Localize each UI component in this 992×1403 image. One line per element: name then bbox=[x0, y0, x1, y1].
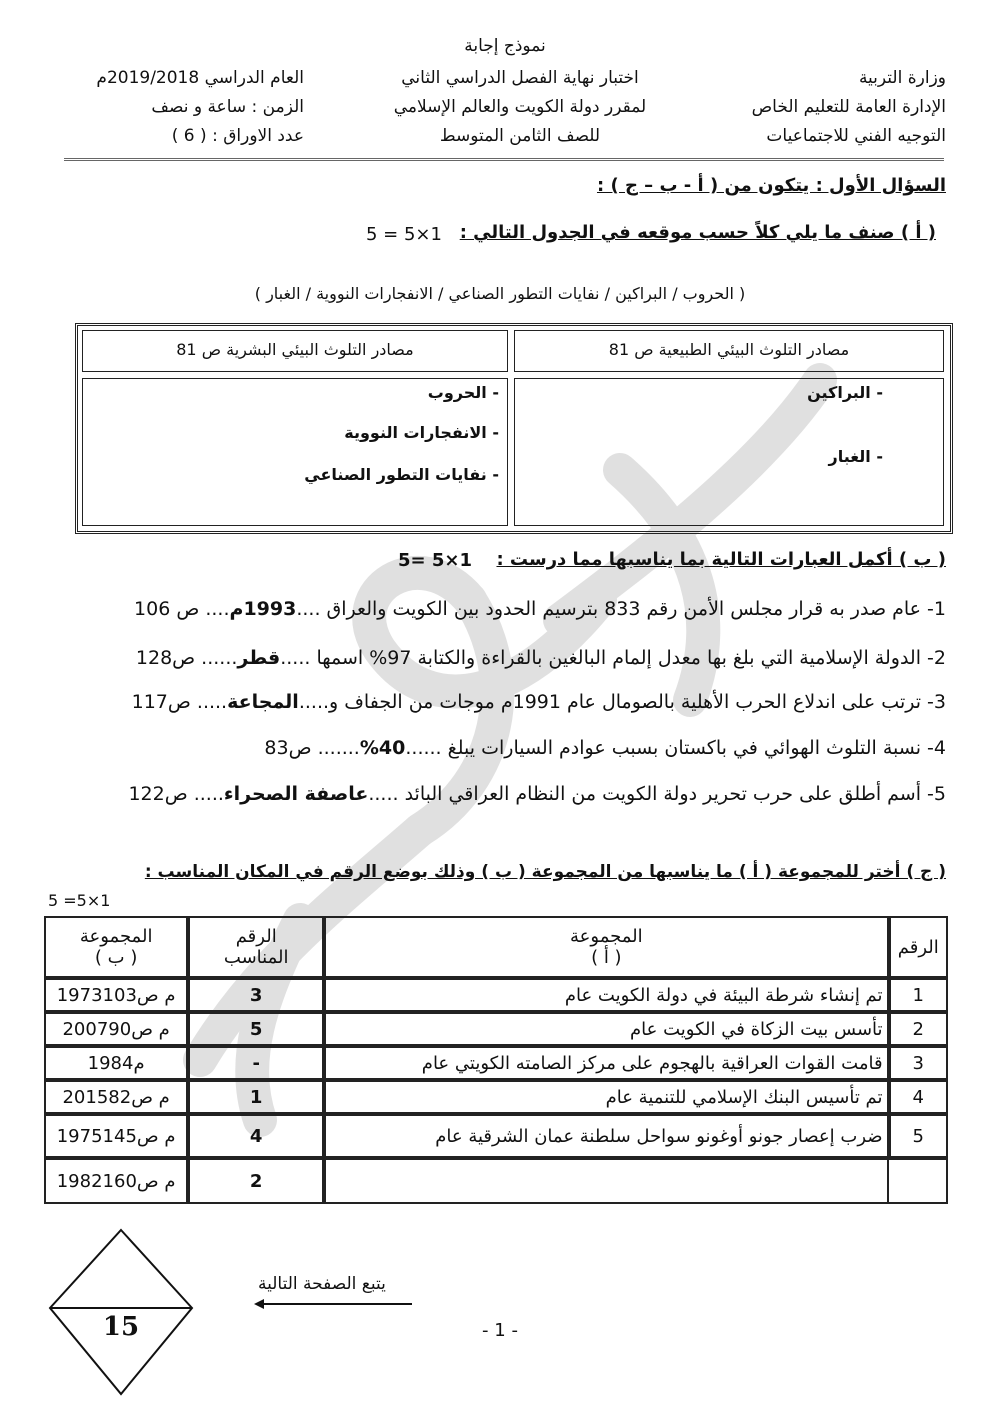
part-a-score: 5 = 5×1 bbox=[366, 224, 442, 245]
page-count: عدد الاوراق : ( 6 ) bbox=[171, 126, 304, 146]
exam-time: الزمن : ساعة و نصف bbox=[151, 97, 304, 117]
ministry-name: وزارة التربية bbox=[858, 68, 946, 88]
exam-title: اختبار نهاية الفصل الدراسي الثاني bbox=[401, 68, 639, 88]
matching-table bbox=[44, 916, 948, 1204]
item-reference: ..... ص117 bbox=[131, 691, 228, 713]
guidance-name: التوجيه الفني للاجتماعيات bbox=[766, 126, 946, 146]
group-b-cell: 2015م ص82 bbox=[44, 1080, 188, 1114]
header-label: المجموعة bbox=[570, 926, 643, 947]
group-a-cell: ضرب إعصار جونو أوغونو سواحل سلطنة عمان الشرقية عام bbox=[324, 1114, 888, 1158]
table-row bbox=[44, 1114, 948, 1158]
group-a-cell: قامت القوات العراقية بالهجوم على مركز الصامته الكويتي عام bbox=[324, 1046, 888, 1080]
human-item: - الانفجارات النووية bbox=[344, 423, 499, 442]
match-cell: 1 bbox=[188, 1080, 324, 1114]
group-a-cell: تم إنشاء شرطة البيئة في دولة الكويت عام bbox=[324, 978, 888, 1012]
group-b-header bbox=[44, 916, 188, 978]
word-bank: ( الحروب / البراكين / نفايات التطور الصناعي / الانفجارات النووية / الغبار ) bbox=[254, 284, 746, 303]
row-number-cell: 5 bbox=[889, 1114, 948, 1158]
match-cell: 4 bbox=[188, 1114, 324, 1158]
completion-item-2 bbox=[136, 647, 946, 669]
arrow-left-icon bbox=[254, 1296, 414, 1312]
match-cell: - bbox=[188, 1046, 324, 1080]
academic-year: العام الدراسي 2019/2018م bbox=[96, 68, 304, 88]
item-reference: ..... ص122 bbox=[128, 783, 224, 805]
table-row bbox=[44, 1012, 948, 1046]
row-number-cell: 1 bbox=[889, 978, 948, 1012]
item-text: 1- عام صدر به قرار مجلس الأمن رقم 833 بترسيم الحدود بين الكويت والعراق .... bbox=[296, 598, 946, 620]
continue-note: يتبع الصفحة التالية bbox=[258, 1274, 386, 1294]
item-text: 3- ترتب على اندلاع الحرب الأهلية بالصومال عام 1991م موجات من الجفاف و..... bbox=[298, 691, 946, 713]
group-b-cell: 2007م ص90 bbox=[44, 1012, 188, 1046]
header-label: المجموعة bbox=[79, 926, 153, 947]
table-row bbox=[44, 1080, 948, 1114]
header-divider bbox=[64, 158, 944, 161]
group-a-cell: تأسس بيت الزكاة في الكويت عام bbox=[324, 1012, 888, 1046]
group-b-cell: 1984م bbox=[44, 1046, 188, 1080]
row-number-cell bbox=[889, 1158, 948, 1204]
question-1-title: السؤال الأول : يتكون من ( أ - ب – ج ) : bbox=[596, 175, 946, 196]
group-a-header bbox=[324, 916, 888, 978]
item-text: 4- نسبة التلوث الهوائي في باكستان بسبب عوادم السيارات يبلغ ...... bbox=[405, 737, 946, 759]
group-a-cell bbox=[324, 1158, 888, 1204]
table-row bbox=[44, 978, 948, 1012]
natural-sources-cell bbox=[514, 378, 944, 526]
group-b-cell: 1975م ص145 bbox=[44, 1114, 188, 1158]
item-reference: ....... ص83 bbox=[264, 737, 360, 759]
human-sources-header: مصادر التلوث البيئي البشرية ص 81 bbox=[82, 330, 508, 372]
total-score: 15 bbox=[102, 1312, 140, 1342]
header-label: الرقم bbox=[235, 926, 277, 947]
completion-item-1 bbox=[134, 598, 946, 620]
part-a-title: ( أ ) صنف ما يلي كلاً حسب موقعه في الجدول التالي : bbox=[459, 222, 936, 243]
item-answer: 40% bbox=[359, 737, 406, 759]
part-b-score: 5= 5×1 bbox=[398, 550, 473, 571]
group-b-cell: 1973م ص103 bbox=[44, 978, 188, 1012]
match-number-header bbox=[188, 916, 324, 978]
row-number-header: الرقم bbox=[889, 916, 948, 978]
header-sublabel: ( أ ) bbox=[591, 947, 622, 968]
header-sublabel: ( ب ) bbox=[94, 947, 138, 968]
page-number: - 1 - bbox=[482, 1320, 518, 1341]
human-item: - نفايات التطور الصناعي bbox=[304, 465, 499, 484]
item-reference: .... ص 106 bbox=[134, 598, 230, 620]
classification-table bbox=[75, 323, 953, 534]
completion-item-4 bbox=[264, 737, 946, 759]
table-row bbox=[44, 1046, 948, 1080]
item-answer: 1993م bbox=[229, 598, 297, 620]
item-answer: عاصفة الصحراء bbox=[223, 783, 369, 805]
row-number-cell: 3 bbox=[889, 1046, 948, 1080]
item-text: 2- الدولة الإسلامية التي بلغ بها معدل إلمام البالغين بالقراءة والكتابة 97% اسمها ..... bbox=[280, 647, 946, 669]
natural-item: - الغبار bbox=[828, 447, 883, 466]
course-name: لمقرر دولة الكويت والعالم الإسلامي bbox=[393, 97, 647, 117]
part-c-title: ( ج ) أختر للمجموعة ( أ ) ما يناسبها من المجموعة ( ب ) وذلك بوضع الرقم في المكان المناسب : bbox=[144, 862, 946, 882]
group-a-cell: تم تأسيس البنك الإسلامي للتنمية عام bbox=[324, 1080, 888, 1114]
row-number-cell: 4 bbox=[889, 1080, 948, 1114]
part-b-title: ( ب ) أكمل العبارات التالية بما يناسبها مما درست : bbox=[496, 549, 946, 570]
department-name: الإدارة العامة للتعليم الخاص bbox=[751, 97, 946, 117]
item-text: 5- أسم أطلق على حرب تحرير دولة الكويت من النظام العراقي البائد ..... bbox=[368, 783, 946, 805]
match-cell: 2 bbox=[188, 1158, 324, 1204]
group-b-cell: 1982م ص160 bbox=[44, 1158, 188, 1204]
table-row bbox=[44, 1158, 948, 1204]
natural-sources-header: مصادر التلوث البيئي الطبيعية ص 81 bbox=[514, 330, 944, 372]
human-sources-cell bbox=[82, 378, 508, 526]
completion-item-5 bbox=[128, 783, 946, 805]
part-c-score: 5 =5×1 bbox=[48, 891, 111, 910]
match-cell: 3 bbox=[188, 978, 324, 1012]
human-item: - الحروب bbox=[427, 383, 499, 402]
match-cell: 5 bbox=[188, 1012, 324, 1046]
item-answer: قطر bbox=[237, 647, 281, 669]
item-reference: ...... ص128 bbox=[135, 647, 238, 669]
natural-item: - البراكين bbox=[807, 383, 883, 402]
grade-name: للصف الثامن المتوسط bbox=[439, 126, 601, 146]
completion-item-3 bbox=[132, 691, 946, 713]
model-title: نموذج إجابة bbox=[464, 36, 546, 56]
item-answer: المجاعة bbox=[227, 691, 299, 713]
header-sublabel: المناسب bbox=[223, 947, 289, 968]
row-number-cell: 2 bbox=[889, 1012, 948, 1046]
